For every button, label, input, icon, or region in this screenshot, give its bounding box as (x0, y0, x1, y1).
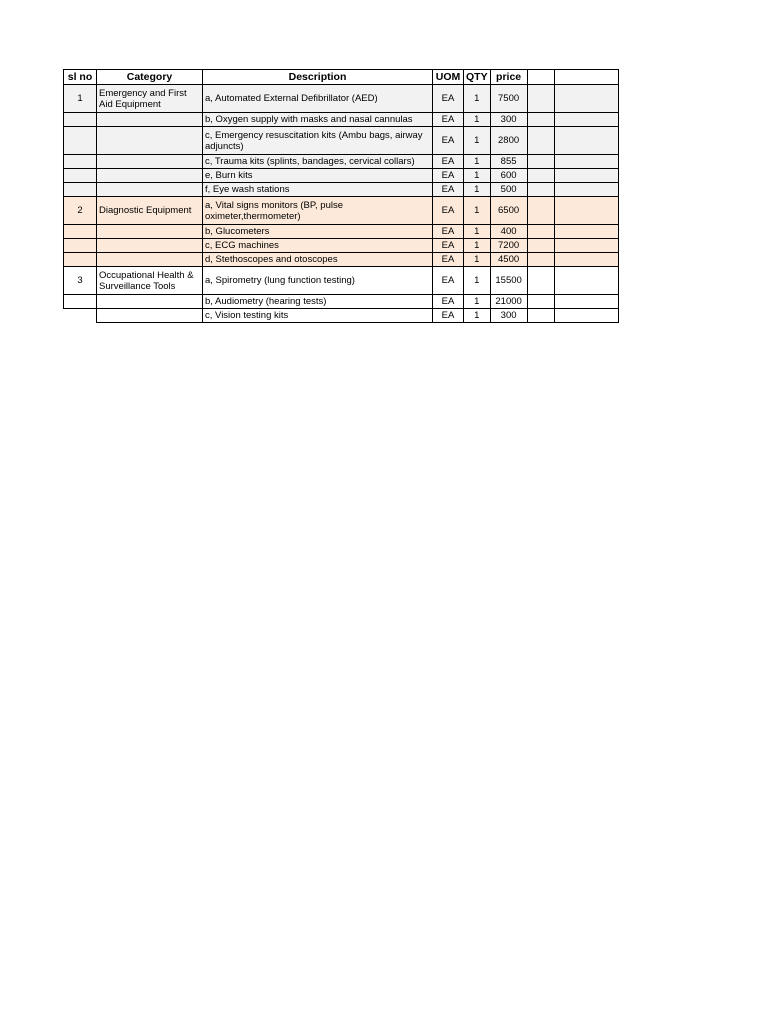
sl-no-cell[interactable] (64, 183, 97, 197)
blank-cell-1[interactable] (527, 267, 554, 295)
table-row (64, 169, 619, 183)
sl-no-cell[interactable]: 1 (64, 85, 97, 113)
sl-no-cell[interactable]: 2 (64, 197, 97, 225)
sl-no-cell[interactable] (64, 253, 97, 267)
category-cell[interactable] (97, 239, 203, 253)
price-cell[interactable]: 7200 (490, 239, 527, 253)
table-row (64, 183, 619, 197)
qty-cell[interactable]: 1 (464, 85, 491, 113)
price-cell[interactable]: 6500 (490, 197, 527, 225)
sl-no-cell[interactable] (64, 225, 97, 239)
category-cell[interactable] (97, 225, 203, 239)
qty-cell[interactable]: 1 (464, 127, 491, 155)
header-uom[interactable]: UOM (433, 70, 464, 85)
category-cell[interactable] (97, 309, 203, 323)
header-category[interactable]: Category (97, 70, 203, 85)
table-row (64, 197, 619, 225)
blank-cell-2[interactable] (554, 183, 618, 197)
header-row (64, 70, 619, 85)
table-row (64, 85, 619, 113)
sl-no-cell[interactable] (64, 113, 97, 127)
blank-cell-2[interactable] (554, 225, 618, 239)
description-cell[interactable]: c, Trauma kits (splints, bandages, cervical collars) (203, 155, 433, 169)
uom-cell[interactable]: EA (433, 225, 464, 239)
price-cell[interactable]: 7500 (490, 85, 527, 113)
uom-cell[interactable]: EA (433, 127, 464, 155)
header-qty[interactable]: QTY (464, 70, 491, 85)
blank-cell-2[interactable] (554, 267, 618, 295)
blank-cell-1[interactable] (527, 169, 554, 183)
sl-no-cell[interactable] (64, 155, 97, 169)
description-cell[interactable]: c, ECG machines (203, 239, 433, 253)
blank-cell-2[interactable] (554, 85, 618, 113)
sl-no-cell[interactable] (64, 169, 97, 183)
blank-cell-1[interactable] (527, 183, 554, 197)
price-cell[interactable]: 600 (490, 169, 527, 183)
blank-cell-2[interactable] (554, 309, 618, 323)
uom-cell[interactable]: EA (433, 113, 464, 127)
description-cell[interactable]: b, Audiometry (hearing tests) (203, 295, 433, 309)
qty-cell[interactable]: 1 (464, 295, 491, 309)
category-cell[interactable] (97, 295, 203, 309)
category-cell[interactable] (97, 155, 203, 169)
blank-cell-2[interactable] (554, 253, 618, 267)
table-row (64, 225, 619, 239)
description-cell[interactable]: a, Vital signs monitors (BP, pulse oximeter,thermometer) (203, 197, 433, 225)
table-row (64, 155, 619, 169)
blank-cell-2[interactable] (554, 127, 618, 155)
uom-cell[interactable]: EA (433, 253, 464, 267)
price-cell[interactable]: 500 (490, 183, 527, 197)
blank-cell-2[interactable] (554, 155, 618, 169)
uom-cell[interactable]: EA (433, 183, 464, 197)
category-cell[interactable] (97, 169, 203, 183)
description-cell[interactable]: b, Glucometers (203, 225, 433, 239)
table-row (64, 253, 619, 267)
blank-cell-2[interactable] (554, 113, 618, 127)
blank-cell-1[interactable] (527, 197, 554, 225)
blank-cell-1[interactable] (527, 225, 554, 239)
description-cell[interactable]: a, Automated External Defibrillator (AED) (203, 85, 433, 113)
header-sl-no[interactable]: sl no (64, 70, 97, 85)
sl-no-cell[interactable] (64, 295, 97, 309)
uom-cell[interactable]: EA (433, 239, 464, 253)
qty-cell[interactable]: 1 (464, 309, 491, 323)
header-blank-2[interactable] (554, 70, 618, 85)
uom-cell[interactable]: EA (433, 85, 464, 113)
qty-cell[interactable]: 1 (464, 183, 491, 197)
uom-cell[interactable]: EA (433, 267, 464, 295)
table-row (64, 295, 619, 309)
category-cell[interactable]: Emergency and First Aid Equipment (97, 85, 203, 113)
description-cell[interactable]: d, Stethoscopes and otoscopes (203, 253, 433, 267)
blank-cell-1[interactable] (527, 239, 554, 253)
table-row (64, 127, 619, 155)
header-price[interactable]: price (490, 70, 527, 85)
blank-cell-1[interactable] (527, 253, 554, 267)
blank-cell-1[interactable] (527, 295, 554, 309)
price-cell[interactable]: 2800 (490, 127, 527, 155)
blank-cell-2[interactable] (554, 295, 618, 309)
category-cell[interactable] (97, 127, 203, 155)
equipment-table (63, 69, 619, 323)
qty-cell[interactable]: 1 (464, 239, 491, 253)
qty-cell[interactable]: 1 (464, 113, 491, 127)
blank-cell-1[interactable] (527, 85, 554, 113)
table-row (64, 309, 619, 323)
price-cell[interactable]: 300 (490, 113, 527, 127)
uom-cell[interactable]: EA (433, 295, 464, 309)
uom-cell[interactable]: EA (433, 155, 464, 169)
header-description[interactable]: Description (203, 70, 433, 85)
price-cell[interactable]: 4500 (490, 253, 527, 267)
qty-cell[interactable]: 1 (464, 197, 491, 225)
category-cell[interactable]: Diagnostic Equipment (97, 197, 203, 225)
category-cell[interactable]: Occupational Health & Surveillance Tools (97, 267, 203, 295)
description-cell[interactable]: a, Spirometry (lung function testing) (203, 267, 433, 295)
description-cell[interactable]: f, Eye wash stations (203, 183, 433, 197)
sl-no-cell[interactable] (64, 127, 97, 155)
table-row (64, 267, 619, 295)
description-cell[interactable]: b, Oxygen supply with masks and nasal cannulas (203, 113, 433, 127)
price-cell[interactable]: 300 (490, 309, 527, 323)
description-cell[interactable]: c, Emergency resuscitation kits (Ambu bags, airway adjuncts) (203, 127, 433, 155)
sl-no-cell[interactable]: 3 (64, 267, 97, 295)
sl-no-cell[interactable] (64, 239, 97, 253)
price-cell[interactable]: 400 (490, 225, 527, 239)
table-row (64, 113, 619, 127)
table-row (64, 239, 619, 253)
blank-cell-1[interactable] (527, 127, 554, 155)
price-cell[interactable]: 15500 (490, 267, 527, 295)
qty-cell[interactable]: 1 (464, 267, 491, 295)
blank-cell-1[interactable] (527, 309, 554, 323)
qty-cell[interactable]: 1 (464, 225, 491, 239)
uom-cell[interactable]: EA (433, 197, 464, 225)
category-cell[interactable] (97, 253, 203, 267)
price-cell[interactable]: 855 (490, 155, 527, 169)
uom-cell[interactable]: EA (433, 169, 464, 183)
category-cell[interactable] (97, 183, 203, 197)
description-cell[interactable]: c, Vision testing kits (203, 309, 433, 323)
qty-cell[interactable]: 1 (464, 169, 491, 183)
blank-cell-2[interactable] (554, 169, 618, 183)
uom-cell[interactable]: EA (433, 309, 464, 323)
qty-cell[interactable]: 1 (464, 155, 491, 169)
blank-cell-1[interactable] (527, 155, 554, 169)
price-cell[interactable]: 21000 (490, 295, 527, 309)
blank-cell-2[interactable] (554, 239, 618, 253)
blank-cell-2[interactable] (554, 197, 618, 225)
description-cell[interactable]: e, Burn kits (203, 169, 433, 183)
sl-no-cell[interactable] (64, 309, 97, 323)
category-cell[interactable] (97, 113, 203, 127)
blank-cell-1[interactable] (527, 113, 554, 127)
header-blank-1[interactable] (527, 70, 554, 85)
qty-cell[interactable]: 1 (464, 253, 491, 267)
